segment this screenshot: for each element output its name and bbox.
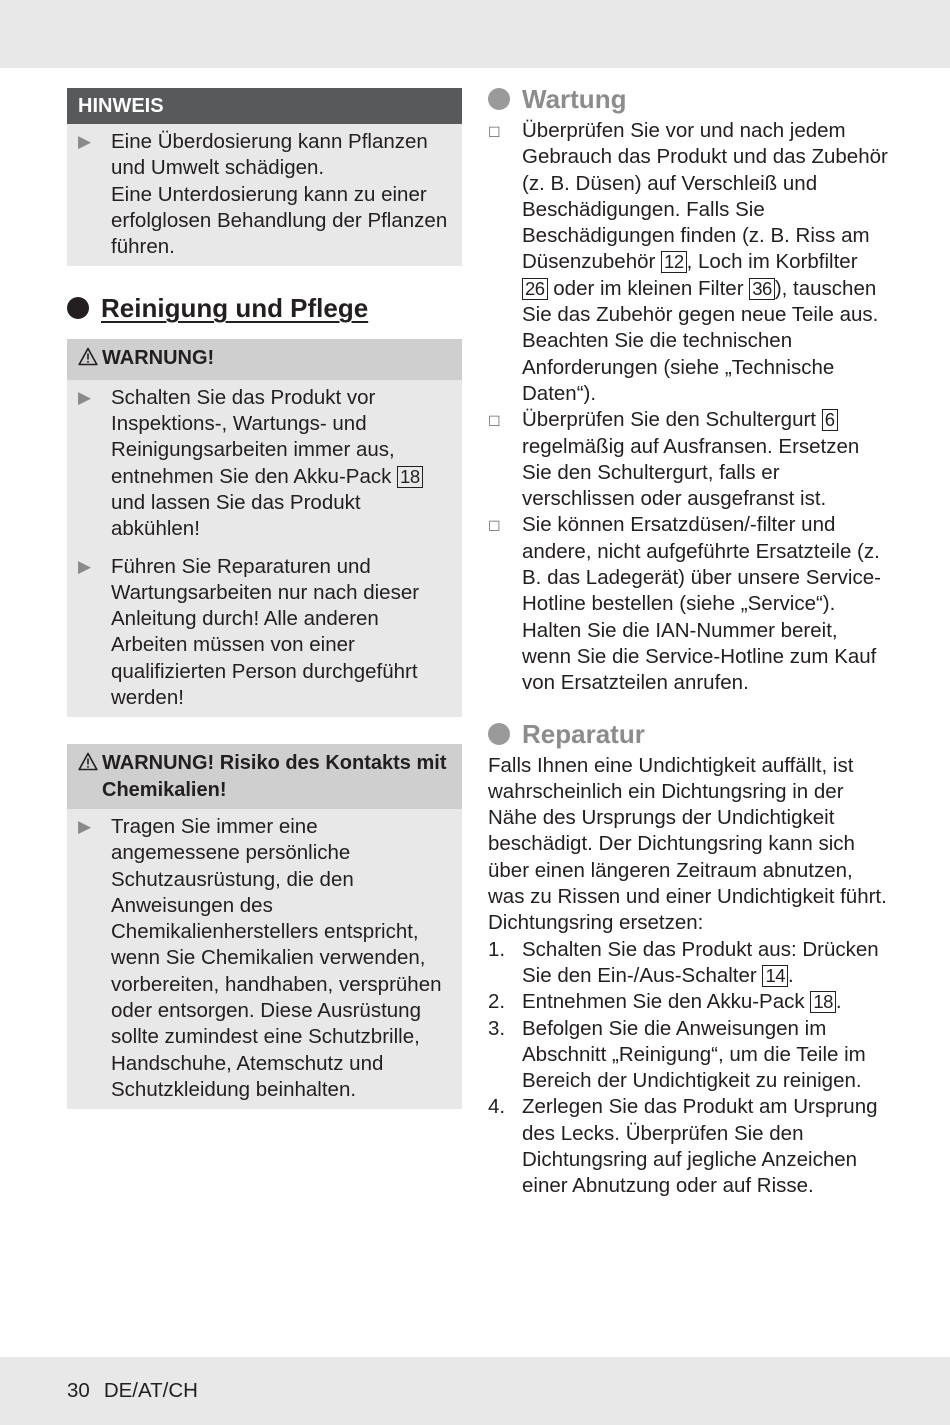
text-segment: regelmäßig auf Ausfransen. Ersetzen Sie den Schultergurt, falls er verschlissen oder ausgefranst ist. (522, 434, 860, 511)
warning-triangle-icon (78, 750, 102, 803)
text-segment: und lassen Sie das Produkt abkühlen! (111, 490, 361, 541)
warning-bullet-text: Tragen Sie immer eine angemessene persönliche Schutzausrüstung, die den Anweisungen des Chemikalienherstellers entspricht, wenn Sie Chemikalien verwenden, vorbereiten, handhaben, versprühen oder entsorgen. Diese Ausrüstung sollte zumindest eine Schutzbrille, Handschuhe, Atemschutz und Schutzkleidung beinhalten. (111, 814, 442, 1101)
part-reference: 18 (397, 466, 423, 488)
repair-intro: Falls Ihnen eine Undichtigkeit auffällt, ist wahrscheinlich ein Dichtungsring in der Nähe des Ursprungs der Undichtigkeit beschädigt. Der Dichtungsring kann sich über einen längeren Zeitraum abnutzen, was zu Rissen und einer Undichtigkeit führt. Dichtungsring ersetzen: (488, 753, 887, 935)
text-segment: oder im kleinen Filter (547, 276, 750, 300)
repair-step (488, 937, 888, 990)
step-text: Zerlegen Sie das Produkt am Ursprung des Lecks. Überprüfen Sie den Dichtungsring auf jegliche Anzeichen einer Abnutzung oder auf Risse. (522, 1095, 878, 1198)
right-column (488, 84, 888, 1200)
bullet-arrow-icon: ▶ (78, 816, 92, 836)
section-heading-reinigung (67, 291, 462, 325)
section-bullet-icon (488, 88, 510, 110)
part-reference: 6 (822, 409, 838, 431)
hinweis-line-2: Eine Unterdosierung kann zu einer erfolglosen Behandlung der Pflanzen führen. (111, 182, 448, 259)
page-footer (67, 1378, 212, 1404)
warning-bullet (78, 385, 452, 543)
warning-bullet-text: Führen Sie Reparaturen und Wartungsarbeiten nur nach dieser Anleitung durch! Alle anderen Arbeiten müssen von einer qualifizierten Person durchgeführt werden! (111, 554, 420, 710)
warning-bullet (78, 554, 452, 712)
section-title: Reparatur (522, 718, 645, 749)
bullet-arrow-icon: ▶ (78, 132, 92, 151)
checkbox-square-icon: ☐ (488, 413, 501, 430)
text-segment: Überprüfen Sie den Schultergurt (522, 408, 822, 432)
warning-bullet (78, 814, 452, 1103)
hinweis-bullet (78, 129, 452, 260)
section-bullet-icon (488, 723, 510, 745)
text-segment: ), tauschen Sie das Zubehör gegen neue Teile aus. (522, 276, 879, 327)
warning-title-2: WARNUNG! Risiko des Kontakts mit Chemikalien! (102, 752, 447, 801)
text-segment: Schalten Sie das Produkt vor Inspektions-, Wartungs- und Reinigungsarbeiten immer aus, entnehmen Sie den Akku-Pack (111, 385, 398, 488)
section-bullet-icon (67, 297, 89, 319)
step-number: 2. (488, 990, 506, 1014)
section-heading-wartung (488, 84, 888, 114)
warning-header-2 (67, 744, 462, 809)
repair-step (488, 989, 888, 1015)
section-title: Wartung (522, 84, 627, 114)
part-reference: 26 (522, 278, 548, 300)
maintenance-item-text (522, 407, 888, 512)
hinweis-title: HINWEIS (67, 88, 462, 124)
repair-step (488, 1094, 888, 1199)
section-title: Reinigung und Pflege (101, 293, 369, 324)
step-text: Schalten Sie das Produkt aus: Drücken Sie den Ein-/Aus-Schalter 14 . (522, 937, 879, 987)
warning-box-1 (67, 339, 462, 717)
maintenance-item (488, 407, 888, 512)
part-reference: 12 (661, 251, 687, 273)
part-reference: 18 (810, 991, 836, 1013)
left-column (67, 88, 462, 1109)
maintenance-item (488, 118, 888, 407)
warning-body-1 (67, 380, 462, 718)
text-segment: Beachten Sie die technischen Anforderungen (siehe „Technische Daten“). (522, 329, 835, 405)
top-band (0, 0, 950, 68)
step-text: Befolgen Sie die Anweisungen im Abschnitt „Reinigung“, um die Teile im Bereich der Undichtigkeit zu reinigen. (522, 1016, 866, 1093)
bullet-arrow-icon: ▶ (78, 556, 92, 576)
page-number: 30 (67, 1379, 90, 1402)
text-segment: , Loch im Korbfilter (686, 250, 858, 274)
section-heading-reparatur (488, 719, 888, 749)
step-number: 3. (488, 1016, 506, 1040)
repair-step (488, 1016, 888, 1095)
checkbox-square-icon: ☐ (488, 124, 501, 140)
bullet-arrow-icon: ▶ (78, 387, 92, 407)
step-text: Entnehmen Sie den Akku-Pack 18 . (522, 990, 842, 1014)
part-reference: 14 (762, 965, 788, 987)
text-segment: Entnehmen Sie den Akku-Pack (522, 990, 811, 1014)
checkbox-square-icon: ☐ (488, 518, 501, 535)
warning-body-2 (67, 809, 462, 1109)
warning-triangle-icon (78, 345, 102, 373)
hinweis-box (67, 88, 462, 266)
maintenance-item-text: Sie können Ersatzdüsen/-filter und andere, nicht aufgeführte Ersatzteile (z. B. das Ladegerät) über unsere Service-Hotline bestellen (siehe „Service“). Halten Sie die IAN-Nummer bereit, wenn Sie die Service-Hotline zum Kauf von Ersatzteilen anrufen. (522, 513, 881, 695)
region-label: DE/AT/CH (103, 1379, 198, 1402)
hinweis-body (67, 124, 462, 266)
text-segment: Überprüfen Sie vor und nach jedem Gebrauch das Produkt und das Zubehör (z. B. Düsen) auf Verschleiß und Beschädigungen. Falls Sie Beschädigungen finden (z. B. Riss am Düsenzubehör (522, 119, 888, 274)
text-segment: Schalten Sie das Produkt aus: Drücken Sie den Ein-/Aus-Schalter (522, 937, 879, 987)
step-number: 4. (488, 1095, 506, 1119)
maintenance-item-text (522, 118, 888, 407)
warning-title-1: WARNUNG! (102, 347, 215, 370)
warning-header-1 (67, 339, 462, 379)
warning-box-2 (67, 744, 462, 1109)
warning-bullet-text (111, 385, 452, 543)
step-number: 1. (488, 937, 506, 961)
part-reference: 36 (749, 278, 775, 300)
maintenance-item (488, 512, 888, 696)
hinweis-line-1: Eine Überdosierung kann Pflanzen und Umwelt schädigen. (111, 130, 428, 180)
